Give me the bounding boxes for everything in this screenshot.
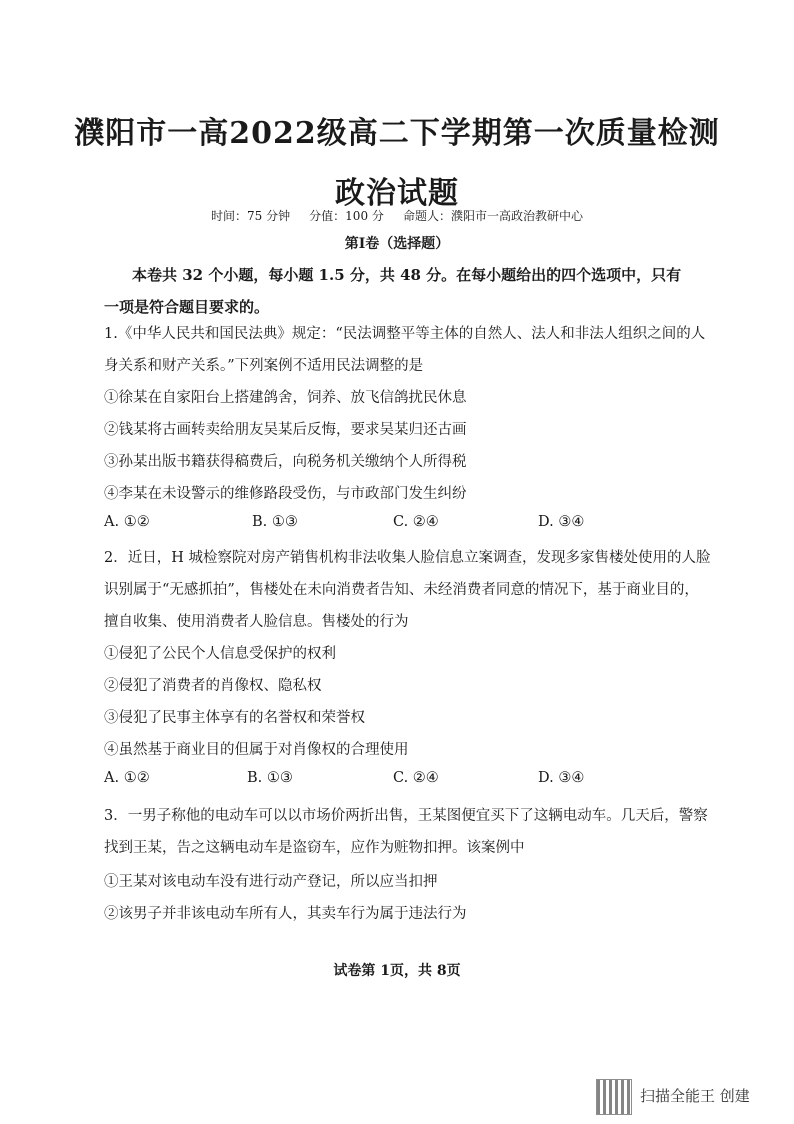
- q2-option-a: A. ①②: [104, 770, 150, 786]
- q2-stem-line-3: 擅自收集、使用消费者人脸信息。售楼处的行为: [104, 614, 409, 630]
- q1-statement-1: ①徐某在自家阳台上搭建鸽舍，饲养、放飞信鸽扰民休息: [104, 390, 467, 406]
- q1-statement-2: ②钱某将古画转卖给朋友吴某后反悔，要求吴某归还古画: [104, 422, 467, 438]
- q2-statement-4: ④虽然基于商业目的但属于对肖像权的合理使用: [104, 742, 409, 758]
- instructions: [104, 260, 724, 290]
- qr-code-icon: [596, 1079, 632, 1115]
- watermark-text: 扫描全能王 创建: [640, 1087, 750, 1105]
- exam-meta: 时间：75 分钟 分值：100 分 命题人：濮阳市一高政治教研中心: [211, 209, 583, 223]
- exam-title: 濮阳市一高2022级高二下学期第一次质量检测: [74, 116, 720, 151]
- q2-option-b: B. ①③: [247, 770, 293, 786]
- section-heading: 第Ⅰ卷（选择题）: [344, 236, 450, 252]
- q1-statement-3: ③孙某出版书籍获得稿费后，向税务机关缴纳个人所得税: [104, 454, 467, 470]
- page-footer: 试卷第 1页，共 8页: [333, 963, 461, 979]
- q1-option-a: A. ①②: [104, 514, 150, 530]
- q2-stem-line-2: 识别属于“无感抓拍”，售楼处在未向消费者告知、未经消费者同意的情况下，基于商业目的，: [104, 582, 699, 598]
- q2-option-c: C. ②④: [393, 770, 439, 786]
- q2-stem-line-1: 2．近日，H 城检察院对房产销售机构非法收集人脸信息立案调查，发现多家售楼处使用的人脸: [104, 550, 711, 566]
- q1-statement-4: ④李某在未设警示的维修路段受伤，与市政部门发生纠纷: [104, 486, 467, 502]
- q1-option-d: D. ③④: [538, 514, 585, 530]
- q3-statement-2: ②该男子并非该电动车所有人，其卖车行为属于违法行为: [104, 906, 467, 922]
- q1-option-c: C. ②④: [393, 514, 439, 530]
- scanner-watermark: [596, 1075, 776, 1115]
- q2-statement-3: ③侵犯了民事主体享有的名誉权和荣誉权: [104, 710, 365, 726]
- q2-statement-1: ①侵犯了公民个人信息受保护的权利: [104, 646, 336, 662]
- q1-stem-line-1: 1.《中华人民共和国民法典》规定：“民法调整平等主体的自然人、法人和非法人组织之间的人: [104, 326, 706, 342]
- instructions-line-1: 本卷共 32 个小题，每小题 1.5 分，共 48 分。在每小题给出的四个选项中，只有: [132, 266, 682, 284]
- q1-option-b: B. ①③: [252, 514, 298, 530]
- q3-statement-1: ①王某对该电动车没有进行动产登记，所以应当扣押: [104, 874, 438, 890]
- instructions-line-2: 一项是符合题目要求的。: [104, 298, 270, 316]
- q3-stem-line-2: 找到王某，告之这辆电动车是盗窃车，应作为赃物扣押。该案例中: [104, 840, 525, 856]
- q1-stem-line-2: 身关系和财产关系。”下列案例不适用民法调整的是: [104, 358, 424, 374]
- q2-statement-2: ②侵犯了消费者的肖像权、隐私权: [104, 678, 322, 694]
- subject-title: 政治试题: [335, 176, 459, 211]
- q2-option-d: D. ③④: [538, 770, 585, 786]
- q3-stem-line-1: 3．一男子称他的电动车可以以市场价两折出售，王某图便宜买下了这辆电动车。几天后，警察: [104, 808, 708, 824]
